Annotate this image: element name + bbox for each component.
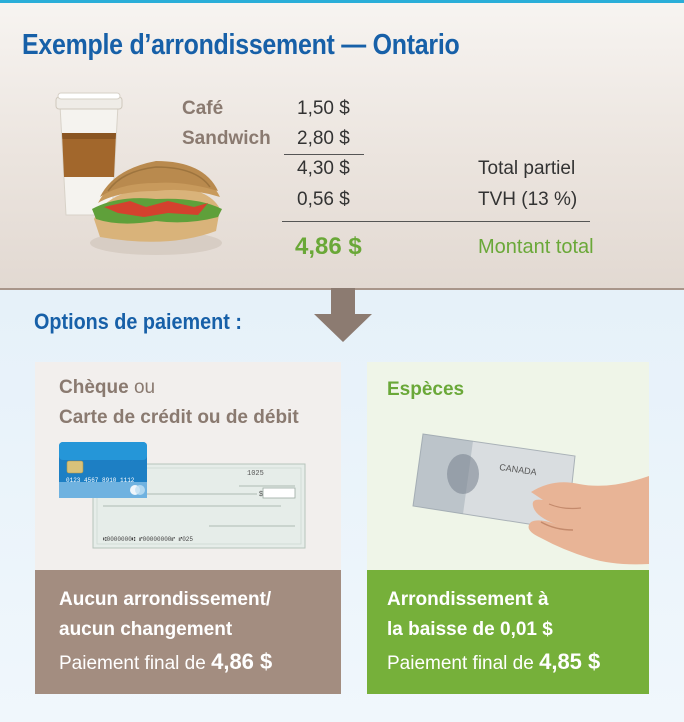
- final-payment-line: [387, 650, 600, 676]
- hand-holding-banknote-illustration: [403, 426, 649, 566]
- cheque-and-card-illustration: [59, 442, 309, 552]
- card-number: 0123 4567 8910 1112: [66, 477, 135, 484]
- result-line-2: la baisse de 0,01 $: [387, 619, 553, 640]
- item-price: 2,80 $: [297, 128, 350, 149]
- item-name: Café: [182, 98, 224, 119]
- result-line-1: Aucun arrondissement/: [59, 589, 272, 610]
- option-result-box: [367, 570, 649, 694]
- final-payment-amount: 4,85 $: [539, 649, 601, 674]
- total-amount: 4,86 $: [295, 233, 362, 260]
- arrow-down-icon: [312, 288, 374, 344]
- final-payment-prefix: Paiement final de: [387, 653, 540, 674]
- final-payment-amount: 4,86 $: [211, 649, 273, 674]
- option-heading-line1: [59, 376, 155, 400]
- total-label: Montant total: [478, 236, 594, 258]
- result-line-2: aucun changement: [59, 619, 233, 640]
- option-heading-bold: Chèque: [59, 377, 129, 398]
- cheque-dollar-sign: $: [259, 491, 263, 498]
- tax-amount: 0,56 $: [297, 189, 350, 210]
- payment-options-title: Options de paiement :: [34, 309, 242, 334]
- tax-label: TVH (13 %): [478, 189, 578, 210]
- credit-card-icon: [59, 442, 147, 498]
- subtotal-divider: [284, 154, 364, 155]
- option-heading: Espèces: [387, 379, 465, 400]
- option-heading-line2: Carte de crédit ou de débit: [59, 407, 299, 428]
- item-price: 1,50 $: [297, 98, 350, 119]
- total-divider: [282, 221, 590, 222]
- result-line-1: Arrondissement à: [387, 589, 549, 610]
- cheque-micr-line: ⑆0000000⑆ ⑈00000000⑈ ⑈025: [103, 536, 194, 543]
- option-heading-connector: ou: [128, 377, 156, 398]
- item-name: Sandwich: [182, 128, 271, 149]
- banknote-country: CANADA: [498, 462, 538, 478]
- receipt-section: [0, 3, 684, 290]
- cheque-number: 1025: [247, 470, 264, 478]
- page-title: Exemple d’arrondissement — Ontario: [22, 29, 460, 61]
- payment-option-cheque-card: [35, 362, 341, 694]
- final-payment-prefix: Paiement final de: [59, 653, 212, 674]
- final-payment-line: [59, 650, 272, 676]
- subtotal-label: Total partiel: [478, 158, 576, 179]
- subtotal-amount: 4,30 $: [297, 158, 350, 179]
- payment-option-cash: [367, 362, 649, 694]
- option-result-box: [35, 570, 341, 694]
